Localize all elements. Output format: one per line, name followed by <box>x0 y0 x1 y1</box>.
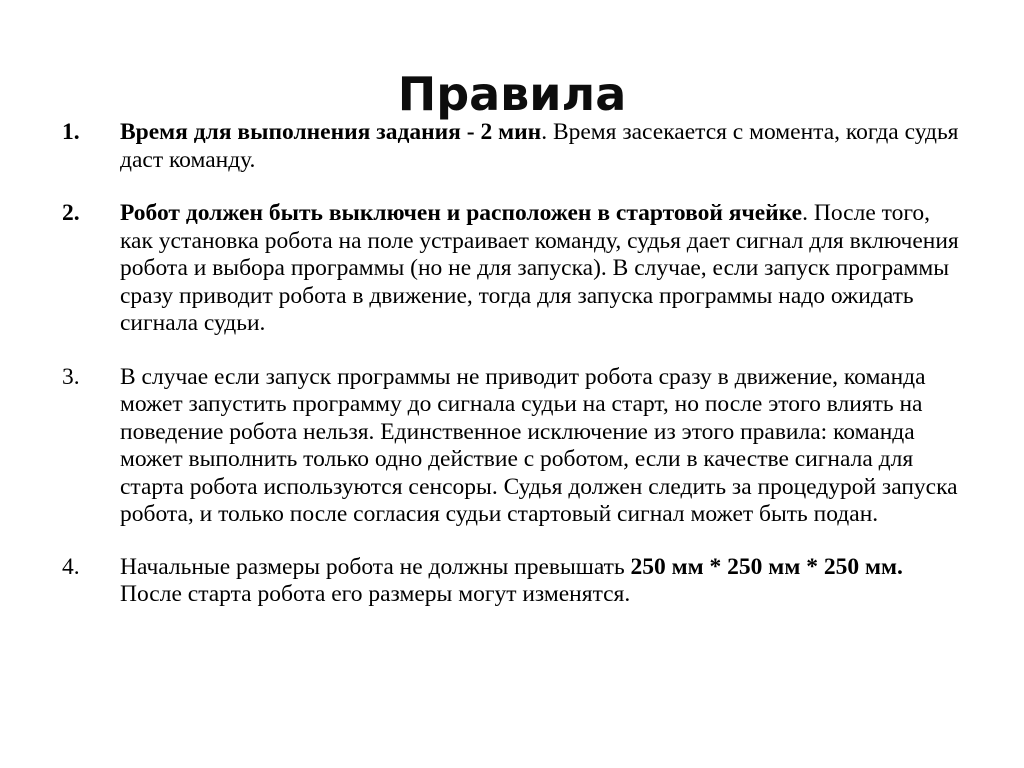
rule-text <box>120 200 959 336</box>
rule-item-3 <box>62 364 967 529</box>
rule-number: 3. <box>62 363 80 390</box>
slide-title: Правила <box>397 66 627 121</box>
rule-text <box>120 119 958 173</box>
rule-emphasis: 250 мм * 250 мм * 250 мм. <box>630 553 903 580</box>
rule-body: В случае если запуск программы не приводит робота сразу в движение, команда может запустить программу до сигнала судьи на старт, но после этого влиять на поведение робота нельзя. Единственное исключение из этого правила: команда может выполнить только одно действие с роботом, если в качестве сигнала для старта робота используются сенсоры. Судья должен следить за процедурой запуска робота, и только после согласия судьи стартовый сигнал может быть подан. <box>120 363 958 527</box>
rule-item-4 <box>62 554 967 609</box>
rule-item-1 <box>62 119 967 174</box>
rule-emphasis: Время для выполнения задания - 2 мин <box>120 119 542 145</box>
rule-body: После старта робота его размеры могут изменятся. <box>120 581 631 607</box>
rule-number: 4. <box>62 553 80 580</box>
rule-text <box>120 554 903 608</box>
rule-body: . После того, как установка робота на поле устраивает команду, судья дает сигнал для включения робота и выбора программы (но не для запуска). В случае, если запуск программы сразу приводит робота в движение, тогда для запуска программы надо ожидать сигнала судьи. <box>120 200 959 336</box>
rule-number: 2. <box>62 200 80 226</box>
rule-body: . Время засекается с момента, когда судья даст команду. <box>120 119 959 173</box>
rule-item-2 <box>62 200 967 338</box>
rule-text <box>120 364 958 528</box>
rule-number: 1. <box>62 119 80 145</box>
rule-body-start: Начальные размеры робота не должны превышать <box>120 553 631 580</box>
rules-list <box>62 119 967 635</box>
rule-emphasis: Робот должен быть выключен и расположен в стартовой ячейке <box>120 200 803 226</box>
